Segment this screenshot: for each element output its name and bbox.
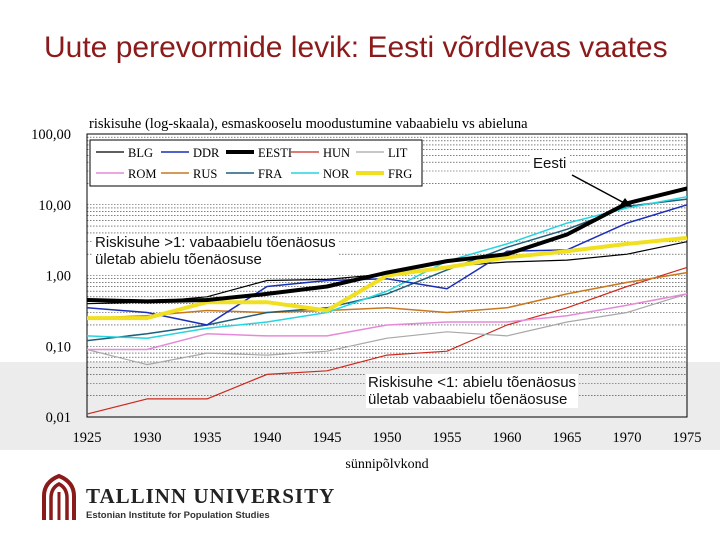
x-axis-label: sünnipõlvkond bbox=[345, 457, 429, 472]
legend-label-ddr: DDR bbox=[193, 146, 220, 160]
legend-label-eesti: EESTI bbox=[258, 146, 293, 160]
x-tick-label: 1970 bbox=[612, 430, 642, 446]
legend-label-hun: HUN bbox=[323, 146, 351, 160]
y-tick-label: 1,00 bbox=[45, 268, 71, 285]
y-tick-label: 100,00 bbox=[31, 127, 71, 143]
university-name: TALLINN UNIVERSITY bbox=[86, 484, 336, 508]
eesti-callout-arrow bbox=[572, 175, 628, 205]
page-title: Uute perevormide levik: Eesti võrdlevas vaates bbox=[44, 31, 668, 64]
y-tick-label: 0,10 bbox=[45, 339, 71, 356]
annotation-risk-lt1-rest: : abielu tõenäosus bbox=[454, 374, 577, 391]
y-tick-label: 0,01 bbox=[45, 410, 71, 426]
legend-label-rus: RUS bbox=[193, 167, 218, 181]
legend-label-blg: BLG bbox=[128, 146, 153, 160]
x-tick-label: 1950 bbox=[372, 430, 402, 446]
x-tick-label: 1935 bbox=[192, 430, 222, 446]
annotation-risk-lt1 bbox=[366, 374, 578, 408]
institute-name: Estonian Institute for Population Studies bbox=[86, 510, 270, 521]
annotation-risk-gt1-line2: ületab abielu tõenäosuse bbox=[95, 251, 262, 268]
legend-label-lit: LIT bbox=[388, 146, 408, 160]
y-axis-ticks bbox=[31, 127, 71, 426]
x-tick-label: 1945 bbox=[312, 430, 342, 446]
legend-label-fra: FRA bbox=[258, 167, 283, 181]
annotation-risk-gt1-bold: Riskisuhe >1 bbox=[95, 234, 182, 251]
annotation-risk-gt1 bbox=[93, 234, 338, 268]
x-tick-label: 1965 bbox=[552, 430, 582, 446]
x-tick-label: 1925 bbox=[72, 430, 102, 446]
legend-label-nor: NOR bbox=[323, 167, 350, 181]
x-axis-ticks bbox=[73, 430, 702, 446]
annotation-risk-gt1-rest: : vabaabielu tõenäosus bbox=[181, 234, 336, 251]
eesti-callout-label: Eesti bbox=[530, 155, 569, 172]
x-tick-label: 1975 bbox=[672, 430, 702, 446]
chart-title: riskisuhe (log-skaala), esmaskooselu moodustumine vabaabielu vs abieluna bbox=[89, 116, 528, 132]
y-tick-label: 10,00 bbox=[38, 197, 71, 214]
annotation-risk-lt1-line2: ületab vabaabielu tõenäosuse bbox=[368, 391, 568, 408]
legend-label-rom: ROM bbox=[128, 167, 157, 181]
footer-logo-block bbox=[40, 470, 440, 530]
annotation-risk-lt1-bold: Riskisuhe <1 bbox=[368, 374, 455, 391]
x-tick-label: 1955 bbox=[432, 430, 462, 446]
legend bbox=[90, 140, 422, 186]
x-tick-label: 1930 bbox=[132, 430, 162, 446]
x-tick-label: 1940 bbox=[252, 430, 282, 446]
legend-label-frg: FRG bbox=[388, 167, 413, 181]
x-tick-label: 1960 bbox=[492, 430, 522, 446]
university-logo-icon bbox=[40, 472, 78, 522]
